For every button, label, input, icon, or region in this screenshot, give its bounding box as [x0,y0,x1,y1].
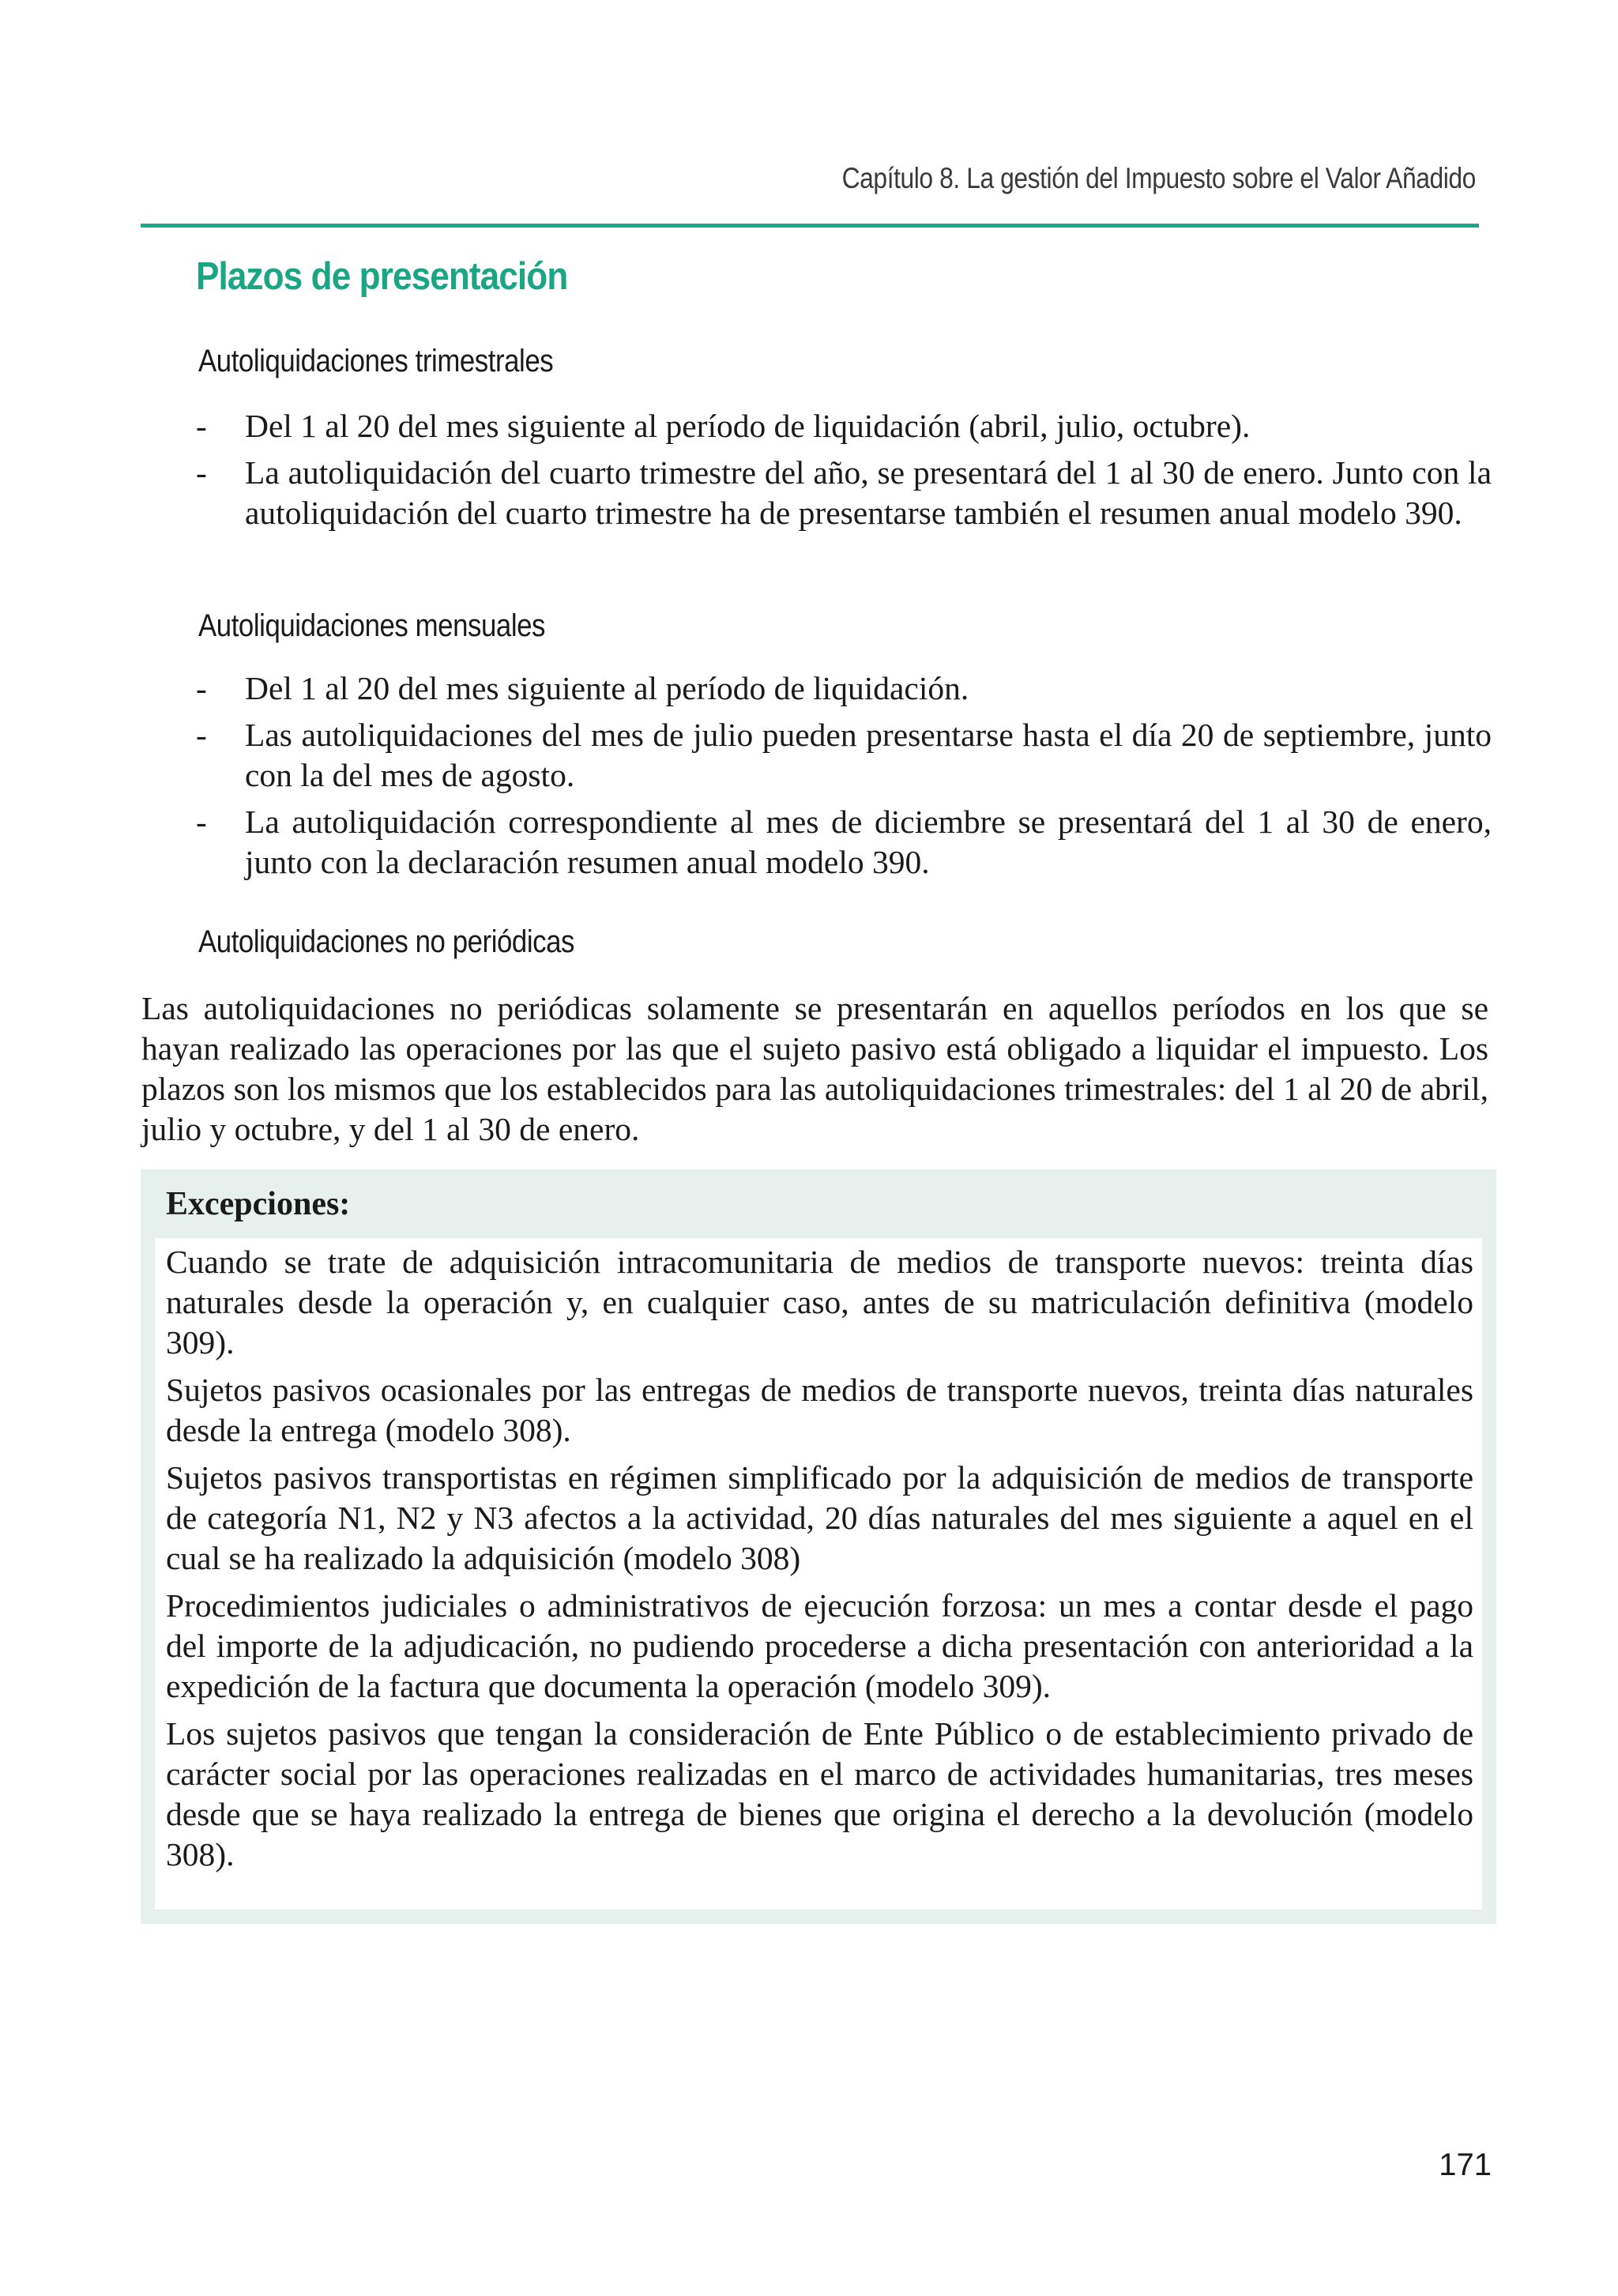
dash-bullet: - [196,670,207,706]
header-rule [141,224,1479,228]
exceptions-title: Excepciones: [166,1186,351,1222]
list-item-text: Del 1 al 20 del mes siguiente al período de liquidación. [245,670,969,706]
exception-item: Procedimientos judiciales o administrativos de ejecución forzosa: un mes a contar desde el pago del importe de la adjudicación, no pudiendo procederse a dicha presentación con anterioridad a la expedición de la factura que documenta la operación (modelo 309). [166,1587,1473,1704]
subheading-no-periodicas: Autoliquidaciones no periódicas [198,924,574,959]
subheading-mensuales: Autoliquidaciones mensuales [198,608,546,643]
running-header: Capítulo 8. La gestión del Impuesto sobre el Valor Añadido [841,162,1476,194]
list-item-text: La autoliquidación correspondiente al mes de diciembre se presentará del 1 al 30 de enero, junto con la declaración resumen anual modelo 390. [245,804,1492,880]
exception-item: Sujetos pasivos transportistas en régimen simplificado por la adquisición de medios de transporte de categoría N1, N2 y N3 afectos a la actividad, 20 días naturales del mes siguiente a aquel en el cual se ha realizado la adquisición (modelo 308) [166,1459,1473,1576]
list-item-text: Las autoliquidaciones del mes de julio pueden presentarse hasta el día 20 de septiembre, junto con la del mes de agosto. [245,717,1492,793]
dash-bullet: - [196,804,207,840]
dash-bullet: - [196,454,207,491]
list-trimestrales [196,406,1492,533]
exceptions-list [166,1242,1473,1875]
list-item [196,406,1492,446]
list-item-text: Del 1 al 20 del mes siguiente al período de liquidación (abril, julio, octubre). [245,408,1251,444]
page-number: 171 [1439,2147,1492,2182]
paragraph-no-periodicas: Las autoliquidaciones no periódicas solamente se presentarán en aquellos períodos en los que se hayan realizado las operaciones por las que el sujeto pasivo está obligado a liquidar el impuesto. Los plazos son los mismos que los establecidos para las autoliquidaciones trimestrales: del 1 al 20 de abril, julio y octubre, y del 1 al 30 de enero. [141,990,1488,1147]
dash-bullet: - [196,717,207,753]
list-mensuales [196,668,1492,883]
list-item [196,453,1492,533]
subheading-trimestrales: Autoliquidaciones trimestrales [198,344,554,378]
list-item [196,802,1492,883]
section-title: Plazos de presentación [196,255,568,298]
exception-item: Sujetos pasivos ocasionales por las entregas de medios de transporte nuevos, treinta días naturales desde la entrega (modelo 308). [166,1372,1473,1448]
exception-item: Cuando se trate de adquisición intracomunitaria de medios de transporte nuevos: treinta días naturales desde la operación y, en cualquier caso, antes de su matriculación definitiva (modelo 309). [166,1244,1473,1361]
list-item-text: La autoliquidación del cuarto trimestre del año, se presentará del 1 al 30 de enero. Junto con la autoliquidación del cuarto trimestre ha de presentarse también el resumen anual modelo 390. [245,454,1492,531]
dash-bullet: - [196,408,207,444]
list-item [196,668,1492,709]
exception-item: Los sujetos pasivos que tengan la consideración de Ente Público o de establecimiento privado de carácter social por las operaciones realizadas en el marco de actividades humanitarias, tres meses desde que se haya realizado la entrega de bienes que origina el derecho a la devolución (modelo 308). [166,1715,1473,1873]
list-item [196,715,1492,796]
